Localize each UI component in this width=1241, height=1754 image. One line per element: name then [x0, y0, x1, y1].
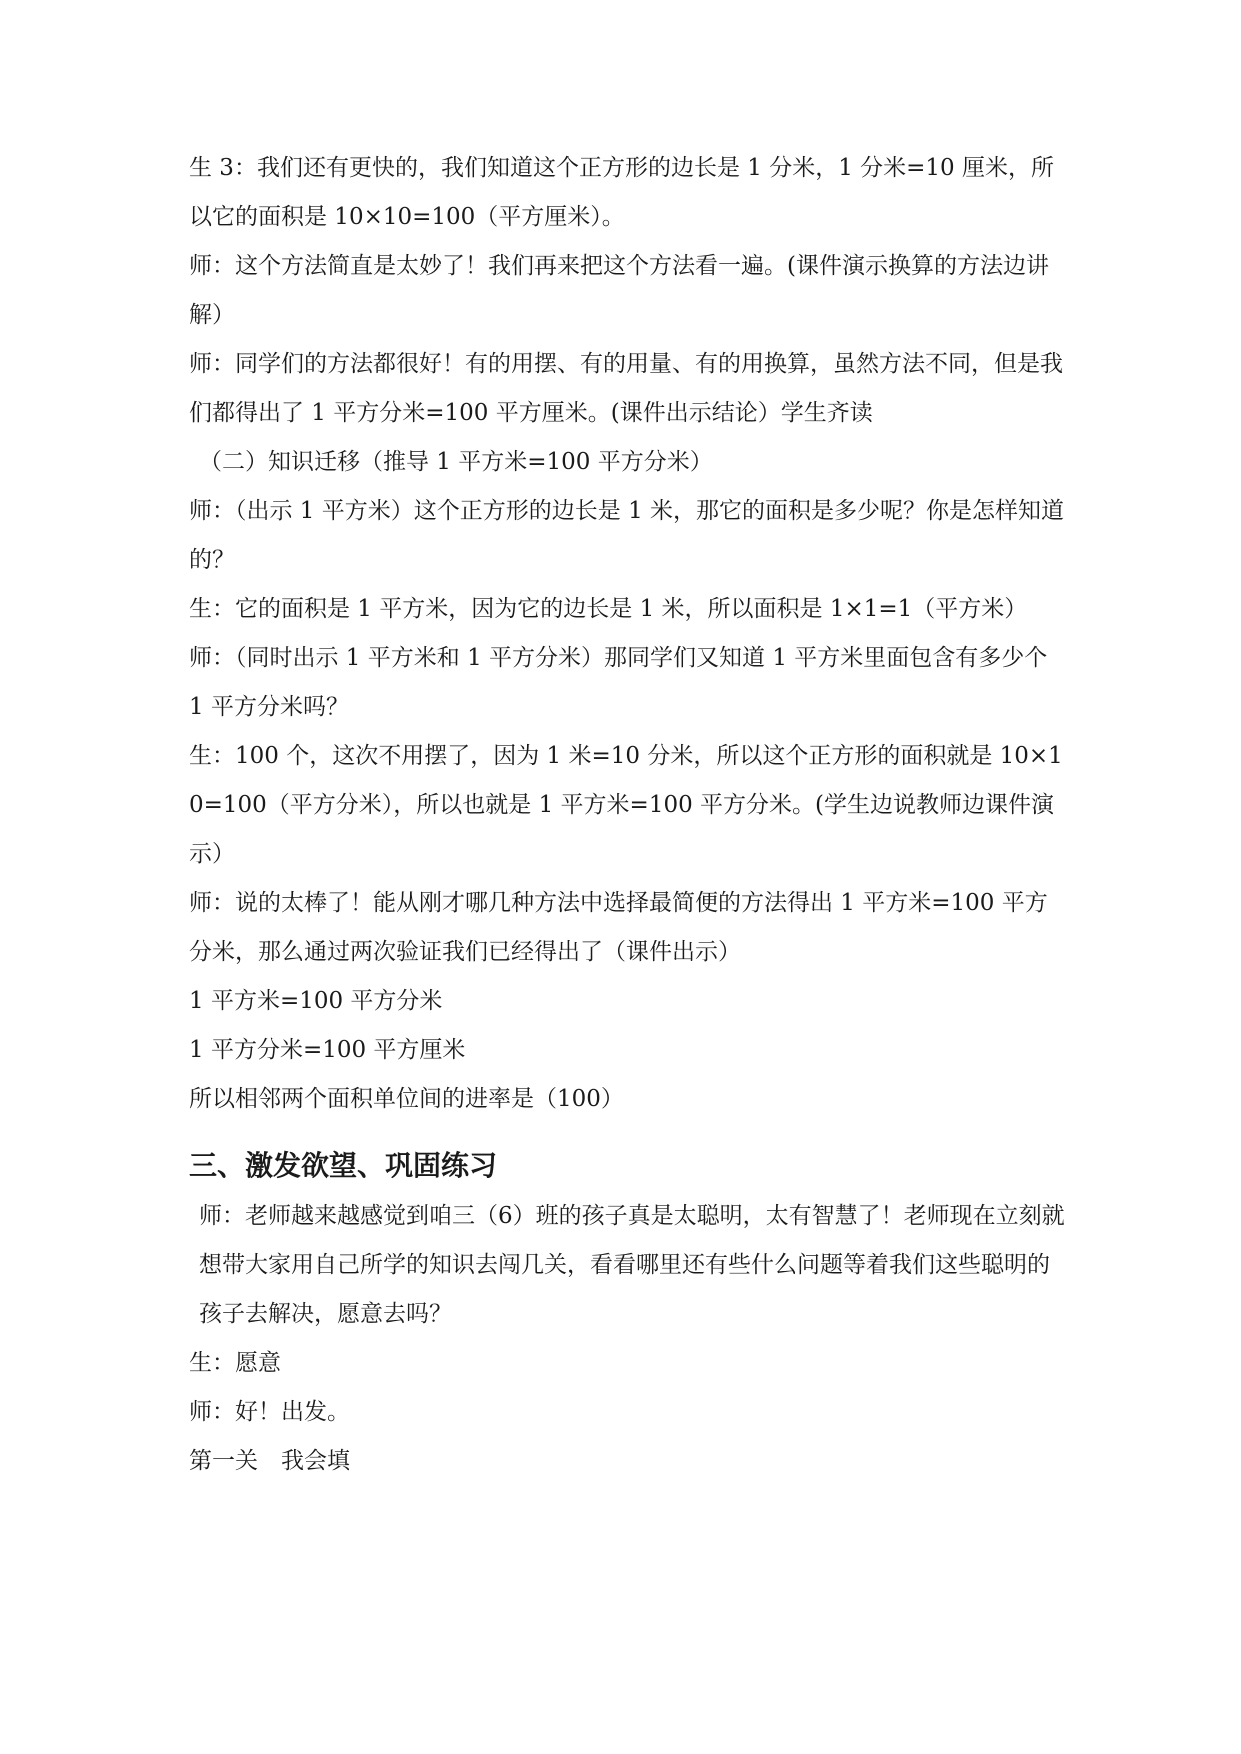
paragraph-teacher-square-meter: 师：（出示 1 平方米）这个正方形的边长是 1 米，那它的面积是多少呢？你是怎样知道的？ — [189, 498, 1065, 573]
formula-sq-decimeter: 1 平方分米=100 平方厘米 — [189, 1037, 466, 1063]
paragraph-teacher-praise: 师：这个方法简直是太妙了！我们再来把这个方法看一遍。(课件演示换算的方法边讲解） — [189, 253, 1049, 328]
section-heading: 三、激发欲望、巩固练习 — [189, 1149, 498, 1182]
paragraph-student-willing: 生：愿意 — [189, 1350, 281, 1376]
paragraph-conversion-rate: 所以相邻两个面积单位间的进率是（100） — [189, 1086, 624, 1112]
paragraph-level-one: 第一关 我会填 — [189, 1448, 350, 1474]
formula-sq-meter: 1 平方米=100 平方分米 — [189, 988, 443, 1014]
paragraph-teacher-challenge: 师：老师越来越感觉到咱三（6）班的孩子真是太聪明，太有智慧了！老师现在立刻就想带大家用自己所学的知识去闯几关，看看哪里还有些什么问题等着我们这些聪明的孩子去解决，愿意去吗？ — [199, 1203, 1065, 1327]
paragraph-student-area: 生：它的面积是 1 平方米，因为它的边长是 1 米，所以面积是 1×1=1（平方米） — [189, 596, 1028, 622]
paragraph-teacher-go: 师：好！出发。 — [189, 1399, 350, 1425]
paragraph-teacher-verify: 师：说的太棒了！能从刚才哪几种方法中选择最简便的方法得出 1 平方米=100 平方分米，那么通过两次验证我们已经得出了（课件出示） — [189, 890, 1048, 965]
paragraph-teacher-summary: 师：同学们的方法都很好！有的用摆、有的用量、有的用换算，虽然方法不同，但是我们都得出了 1 平方分米=100 平方厘米。(课件出示结论）学生齐读 — [189, 351, 1063, 426]
paragraph-student-100: 生：100 个，这次不用摆了，因为 1 米=10 分米，所以这个正方形的面积就是 10×10=100（平方分米），所以也就是 1 平方米=100 平方分米。(学生边说教师边课件演示） — [189, 743, 1063, 867]
paragraph-teacher-question: 师：（同时出示 1 平方米和 1 平方分米）那同学们又知道 1 平方米里面包含有多少个 1 平方分米吗？ — [189, 645, 1048, 720]
paragraph-student3-method: 生 3：我们还有更快的，我们知道这个正方形的边长是 1 分米，1 分米=10 厘米，所以它的面积是 10×10=100（平方厘米）。 — [189, 155, 1054, 230]
document-page — [189, 144, 1069, 1486]
subsection-knowledge-transfer: （二）知识迁移（推导 1 平方米=100 平方分米） — [199, 449, 713, 475]
